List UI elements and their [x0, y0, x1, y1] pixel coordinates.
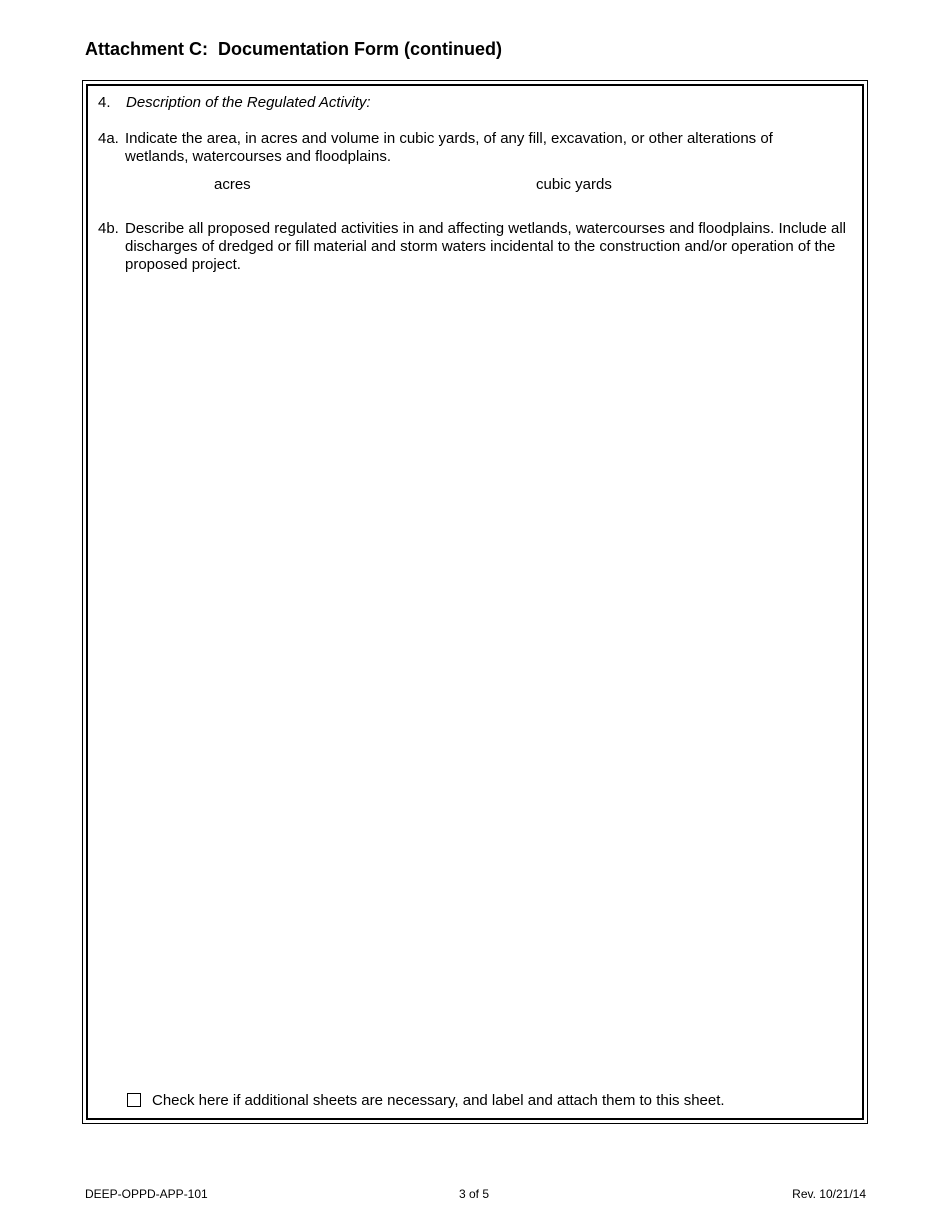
cubic-yards-label: cubic yards — [536, 176, 612, 193]
page-title: Attachment C: Documentation Form (continued) — [85, 39, 502, 59]
item-4a-number: 4a. — [98, 130, 119, 147]
item-4b-text: Describe all proposed regulated activities in and affecting wetlands, watercourses and floodplains. Include all discharges of dredged or fill material and storm waters incidental to the construction and/or operation of the proposed project. — [125, 220, 846, 273]
cubic-yards-input[interactable] — [420, 176, 530, 194]
section-4-heading: Description of the Regulated Activity: — [126, 94, 371, 111]
acres-label: acres — [214, 176, 251, 193]
footer-page-number: 3 of 5 — [459, 1187, 490, 1201]
additional-sheets-label: Check here if additional sheets are necessary, and label and attach them to this sheet. — [152, 1092, 725, 1109]
footer-form-id: DEEP-OPPD-APP-101 — [85, 1187, 208, 1201]
item-4a-text: Indicate the area, in acres and volume in cubic yards, of any fill, excavation, or other alterations of wetlands, watercourses and floodplains. — [125, 130, 773, 165]
footer-revision: Rev. 10/21/14 — [792, 1187, 866, 1201]
section-4-number: 4. — [98, 94, 111, 111]
acres-input[interactable] — [126, 176, 208, 194]
description-textarea[interactable] — [125, 285, 850, 1065]
additional-sheets-checkbox[interactable] — [127, 1093, 141, 1107]
item-4b-number: 4b. — [98, 220, 119, 237]
